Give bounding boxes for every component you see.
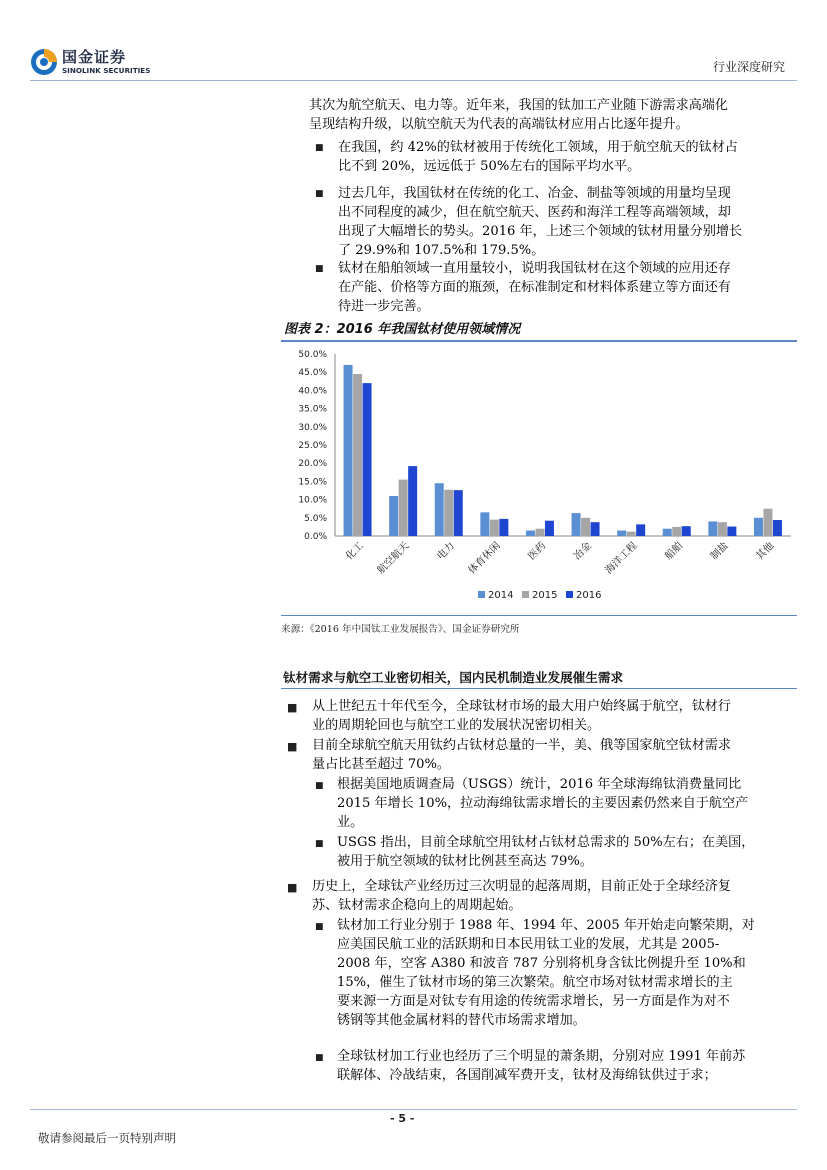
text-line: 联解体、冷战结束，各国削减军费开支，钛材及海绵钛供过于求； xyxy=(337,1068,717,1083)
text-line: 其次为航空航天、电力等。近年来，我国的钛加工产业随下游需求高端化 xyxy=(309,98,728,113)
sub-point xyxy=(337,1047,745,1085)
legend-label: 2016 xyxy=(576,590,602,601)
bar-2016-2 xyxy=(454,490,463,536)
bar-2015-4 xyxy=(535,529,544,536)
figure-top-rule xyxy=(281,340,797,342)
figure-bottom-rule xyxy=(281,615,797,616)
text-line: 历史上，全球钛产业经历过三次明显的起落周期，目前正处于全球经济复 xyxy=(312,879,731,894)
bar-2014-7 xyxy=(663,529,672,536)
y-tick-label: 35.0% xyxy=(298,404,327,415)
x-tick-label: 冶金 xyxy=(572,540,594,563)
section-title: 钛材需求与航空工业密切相关，国内民机制造业发展催生需求 xyxy=(283,670,624,685)
legend-swatch-2015 xyxy=(522,591,529,598)
legend-label: 2014 xyxy=(488,590,514,601)
text-line: 出不同程度的减少，但在航空航天、医药和海洋工程等高端领域，却 xyxy=(338,205,731,220)
text-line: 锈钢等其他金属材料的替代市场需求增加。 xyxy=(337,1013,586,1028)
y-tick-label: 20.0% xyxy=(298,459,327,470)
bullet-item xyxy=(338,259,731,316)
text-line: 业的周期轮回也与航空工业的发展状况密切相关。 xyxy=(312,718,601,733)
y-tick-label: 15.0% xyxy=(298,477,327,488)
text-line: 钛材在船舶领域一直用量较小，说明我国钛材在这个领域的应用还存 xyxy=(338,261,731,276)
x-tick-label: 航空航天 xyxy=(375,540,412,577)
y-tick-label: 50.0% xyxy=(298,350,327,360)
square-bullet-icon: ■ xyxy=(287,701,298,714)
bar-2014-2 xyxy=(435,483,444,536)
sub-point xyxy=(337,916,755,1030)
bar-2014-9 xyxy=(754,518,763,536)
text-line: 2008 年，空客 A380 和波音 787 分别将机身含钛比例提升至 10%和 xyxy=(337,956,746,971)
y-tick-label: 30.0% xyxy=(298,422,327,433)
bar-2014-0 xyxy=(344,365,353,536)
text-line: 业。 xyxy=(337,815,364,830)
main-point xyxy=(312,697,731,735)
bar-2015-3 xyxy=(490,520,499,536)
bar-2014-1 xyxy=(389,496,398,536)
bar-2015-1 xyxy=(399,480,408,536)
bar-2015-8 xyxy=(718,522,727,536)
text-line: 了 29.9%和 107.5%和 179.5%。 xyxy=(338,243,545,258)
bar-2015-5 xyxy=(581,518,590,536)
bar-2014-8 xyxy=(708,521,717,536)
x-tick-label: 制盐 xyxy=(708,540,731,563)
sub-point xyxy=(337,833,754,871)
logo-mark-icon xyxy=(30,48,58,76)
legend-swatch-2014 xyxy=(478,591,485,598)
figure-title: 图表 2：2016 年我国钛材使用领域情况 xyxy=(284,322,521,337)
x-tick-label: 电力 xyxy=(435,540,458,563)
disclaimer-note: 敬请参阅最后一页特别声明 xyxy=(38,1131,176,1145)
square-bullet-icon: ■ xyxy=(287,740,298,753)
y-tick-label: 0.0% xyxy=(304,532,327,542)
x-tick-label: 体育休闲 xyxy=(466,540,503,577)
figure-source: 来源：《2016 年中国钛工业发展报告》、国金证券研究所 xyxy=(281,624,520,635)
main-point xyxy=(312,736,731,774)
bullet-icon: ■ xyxy=(315,143,324,153)
company-logo xyxy=(30,46,160,80)
bar-2016-0 xyxy=(363,383,372,536)
text-line: 量占比甚至超过 70%。 xyxy=(312,757,451,772)
text-line: 被用于航空领域的钛材比例甚至高达 79%。 xyxy=(337,854,593,869)
bar-2015-9 xyxy=(763,509,772,536)
text-line: 要来源一方面是对钛专有用途的传统需求增长，另一方面是作为对不 xyxy=(337,994,730,1009)
text-line: 15%，催生了钛材市场的第三次繁荣。航空市场对钛材需求增长的主 xyxy=(337,975,733,990)
logo-text-en: SINOLINK SECURITIES xyxy=(62,66,151,75)
square-bullet-icon: ■ xyxy=(287,881,298,894)
sub-point xyxy=(337,775,748,832)
bar-2016-1 xyxy=(408,466,417,536)
logo-text-cn: 国金证券 xyxy=(62,48,127,66)
legend-swatch-2016 xyxy=(566,591,573,598)
text-line: 过去几年，我国钛材在传统的化工、冶金、制盐等领域的用量均呈现 xyxy=(338,186,731,201)
bullet-icon: ■ xyxy=(315,264,324,274)
text-line: 待进一步完善。 xyxy=(338,299,430,314)
text-line: 钛材加工行业分别于 1988 年、1994 年、2005 年开始走向繁荣期，对 xyxy=(337,918,755,933)
text-line: 出现了大幅增长的势头。2016 年，上述三个领域的钛材用量分别增长 xyxy=(338,224,743,239)
x-tick-label: 化工 xyxy=(344,540,366,563)
section-rule xyxy=(281,688,797,689)
text-line: 2015 年增长 10%，拉动海绵钛需求增长的主要因素仍然来自于航空产 xyxy=(337,796,749,811)
x-tick-label: 医药 xyxy=(526,540,549,563)
text-line: 呈现结构升级，以航空航天为代表的高端钛材应用占比逐年提升。 xyxy=(309,117,689,132)
bar-2014-4 xyxy=(526,531,535,536)
x-tick-label: 其他 xyxy=(754,540,777,563)
bullet-icon: ■ xyxy=(315,189,324,199)
bar-2016-7 xyxy=(682,526,691,536)
bullet-icon: ■ xyxy=(315,1053,324,1063)
page-number: - 5 - xyxy=(390,1112,415,1125)
x-tick-label: 海洋工程 xyxy=(603,540,640,577)
intro-paragraph xyxy=(309,96,728,134)
bar-2015-0 xyxy=(353,374,362,536)
y-tick-label: 5.0% xyxy=(304,513,327,524)
text-line: 苏、钛材需求企稳向上的周期起始。 xyxy=(312,898,522,913)
header-divider xyxy=(30,80,797,81)
bar-2014-6 xyxy=(617,531,626,536)
y-tick-label: 45.0% xyxy=(298,368,327,379)
bullet-item xyxy=(338,138,738,176)
bar-2015-2 xyxy=(444,490,453,536)
y-tick-label: 25.0% xyxy=(298,441,327,451)
text-line: 目前全球航空航天用钛约占钛材总量的一半，美、俄等国家航空钛材需求 xyxy=(312,738,731,753)
text-line: 应美国民航工业的活跃期和日本民用钛工业的发展，尤其是 2005- xyxy=(337,937,720,952)
bar-2016-9 xyxy=(773,520,782,536)
bar-2016-5 xyxy=(591,522,600,536)
footer-divider xyxy=(30,1109,797,1110)
bullet-icon: ■ xyxy=(315,839,324,849)
y-tick-label: 40.0% xyxy=(298,386,327,397)
text-line: USGS 指出，目前全球航空用钛材占钛材总需求的 50%左右；在美国， xyxy=(337,835,755,850)
bar-2016-3 xyxy=(499,519,508,536)
bar-2014-5 xyxy=(572,513,581,536)
text-line: 在我国，约 42%的钛材被用于传统化工领域，用于航空航天的钛材占 xyxy=(338,140,738,155)
bar-2016-6 xyxy=(636,524,645,536)
bar-2016-4 xyxy=(545,521,554,536)
bullet-icon: ■ xyxy=(315,781,324,791)
bar-chart xyxy=(281,344,797,614)
y-tick-label: 10.0% xyxy=(298,495,327,506)
bar-2016-8 xyxy=(727,527,736,536)
x-tick-label: 船舶 xyxy=(663,540,686,563)
text-line: 全球钛材加工行业也经历了三个明显的萧条期，分别对应 1991 年前苏 xyxy=(337,1049,746,1064)
bullet-item xyxy=(338,184,742,260)
legend-label: 2015 xyxy=(532,590,558,601)
main-point xyxy=(312,877,731,915)
bar-2015-7 xyxy=(672,527,681,536)
text-line: 在产能、价格等方面的瓶颈，在标准制定和材料体系建立等方面还有 xyxy=(338,280,731,295)
text-line: 从上世纪五十年代至今，全球钛材市场的最大用户始终属于航空，钛材行 xyxy=(312,699,731,714)
text-line: 根据美国地质调查局（USGS）统计，2016 年全球海绵钛消费量同比 xyxy=(337,777,742,792)
bar-2015-6 xyxy=(627,532,636,536)
bar-2014-3 xyxy=(480,512,489,536)
text-line: 比不到 20%，远远低于 50%左右的国际平均水平。 xyxy=(338,159,641,174)
report-type: 行业深度研究 xyxy=(712,60,785,74)
bullet-icon: ■ xyxy=(315,922,324,932)
